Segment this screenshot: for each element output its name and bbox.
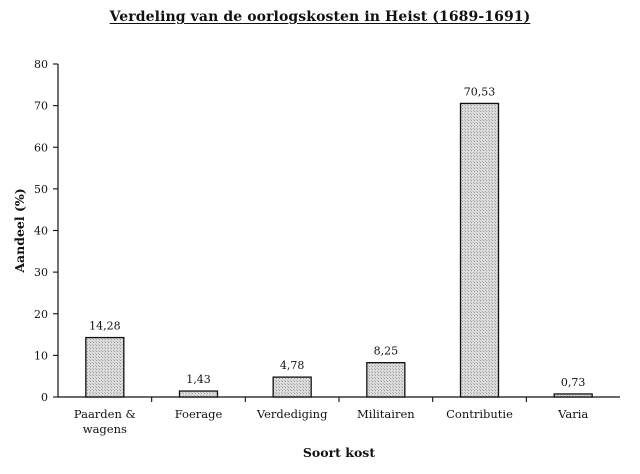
y-tick-label: 70 xyxy=(34,99,48,113)
data-labels xyxy=(89,85,585,389)
category-labels xyxy=(74,407,588,436)
x-axis-title: Soort kost xyxy=(302,445,376,460)
data-label: 4,78 xyxy=(279,359,305,373)
axes xyxy=(58,64,620,402)
category-label: Varia xyxy=(558,407,589,421)
y-tick-label: 50 xyxy=(34,182,48,196)
bar xyxy=(180,391,218,397)
y-tick-label: 30 xyxy=(34,266,48,280)
bar xyxy=(367,363,405,397)
category-label: Contributie xyxy=(446,407,513,421)
y-tick-label: 80 xyxy=(34,58,48,71)
chart-title: Verdeling van de oorlogskosten in Heist (1689-1691) xyxy=(109,9,531,25)
bar xyxy=(554,394,592,397)
bars xyxy=(86,103,592,397)
y-tick-label: 40 xyxy=(34,224,48,238)
y-tick-label: 60 xyxy=(34,141,48,155)
bar xyxy=(273,377,311,397)
data-label: 14,28 xyxy=(89,319,121,333)
y-axis-ticks xyxy=(34,58,58,404)
category-label: Militairen xyxy=(356,407,415,421)
y-axis-title: Aandeel (%) xyxy=(12,188,27,273)
bar xyxy=(461,103,499,397)
y-tick-label: 10 xyxy=(34,349,48,363)
y-tick-label: 20 xyxy=(34,307,48,321)
category-label: wagens xyxy=(82,422,127,436)
y-tick-label: 0 xyxy=(41,391,48,404)
data-label: 8,25 xyxy=(373,344,399,358)
bar xyxy=(86,338,124,397)
category-label: Verdediging xyxy=(256,407,328,421)
data-label: 0,73 xyxy=(560,375,586,389)
data-label: 70,53 xyxy=(463,85,496,99)
category-label: Paarden & xyxy=(73,407,136,421)
category-label: Foerage xyxy=(174,407,223,421)
data-label: 1,43 xyxy=(186,373,211,387)
